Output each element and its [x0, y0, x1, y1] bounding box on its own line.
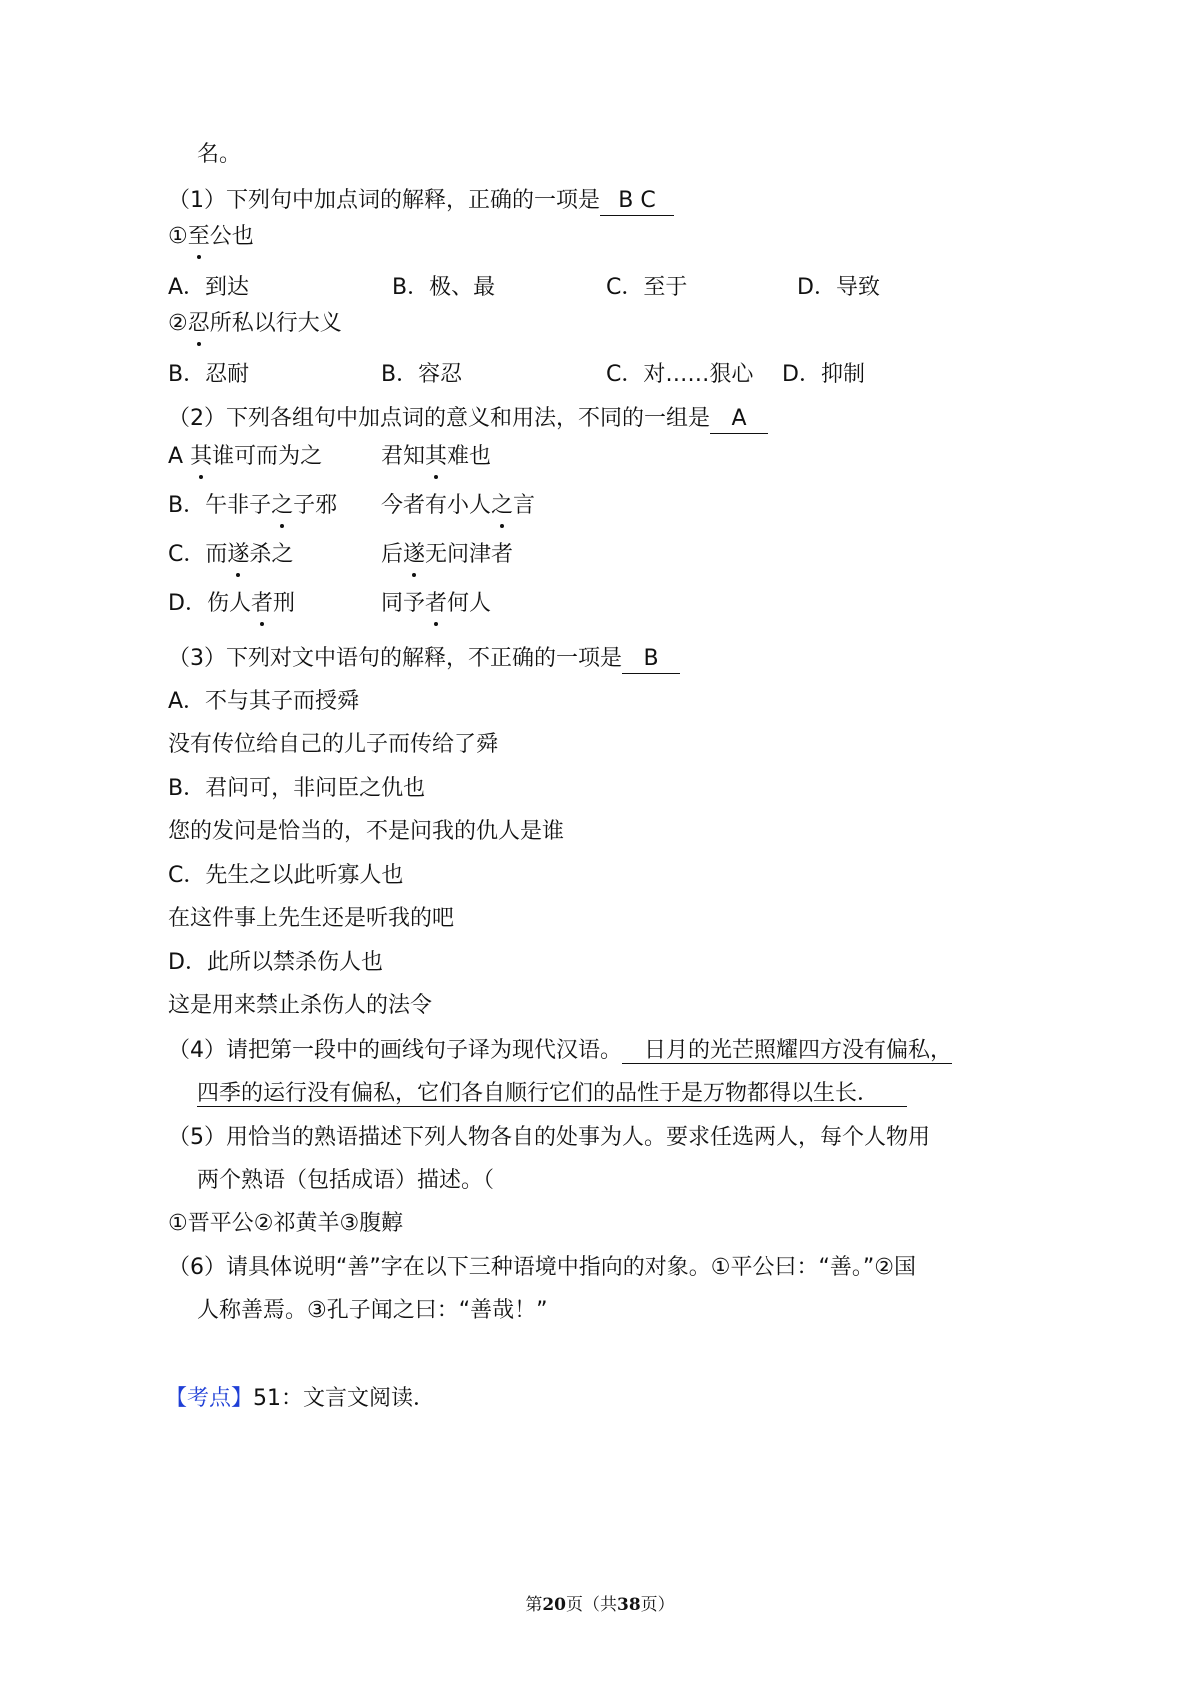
q3-stem-text: （3）下列对文中语句的解释，不正确的一项是: [168, 646, 622, 671]
q2-row-d-right: [381, 589, 491, 619]
q1-option2-c: C．对……狠心: [606, 362, 754, 387]
q2-text: 言: [513, 493, 536, 518]
kaodian-tag: 【考点】: [165, 1386, 254, 1411]
q3-line: 在这件事上先生还是听我的吧: [168, 906, 455, 931]
q2-text: 伤人: [206, 591, 251, 616]
dotted-word: 者: [425, 589, 447, 619]
q3-line: B．君问可，非问臣之仇也: [168, 776, 426, 801]
q2-text: 君知: [381, 444, 426, 469]
q6-line1: （6）请具体说明“善”字在以下三种语境中指向的对象。①平公曰：“善。”②国: [168, 1255, 917, 1280]
kaodian: [165, 1384, 435, 1414]
q1-stem-text: （1）下列句中加点词的解释，正确的一项是: [168, 188, 600, 213]
q3-line: 这是用来禁止杀伤人的法令: [168, 993, 433, 1018]
q4-answer-part2: 四季的运行没有偏私，它们各自顺行它们的品性于是万物都得以生长．: [197, 1081, 907, 1107]
q4-stem: （4）请把第一段中的画线句子译为现代汉语。: [168, 1038, 622, 1063]
q3-line: 没有传位给自己的儿子而传给了舜: [168, 732, 499, 757]
footer-text: 第: [525, 1595, 543, 1615]
q2-text: 何人: [447, 591, 492, 616]
q4-answer-part1: 日月的光芒照耀四方没有偏私，: [622, 1038, 952, 1064]
q1-answer: B C: [600, 187, 674, 216]
q4-line1: [168, 1036, 952, 1066]
intro-tail: 名。: [197, 142, 242, 167]
q1-stem: [168, 186, 674, 216]
q3-stem: [168, 644, 680, 674]
q2-text: 杀之: [249, 542, 294, 567]
q2-row-label: B．: [168, 493, 206, 518]
q2-text: 刑: [272, 591, 295, 616]
kaodian-text: 51：文言文阅读．: [253, 1386, 436, 1411]
q1-sub1-prefix: ①: [168, 224, 188, 249]
q2-text: 后: [381, 542, 404, 567]
q1-option2-d: D．抑制: [782, 362, 865, 387]
q2-text: 同予: [381, 591, 426, 616]
q2-row-label: A: [168, 444, 184, 469]
page-total: 38: [617, 1595, 641, 1615]
q5-line1: （5）用恰当的熟语描述下列人物各自的处事为人。要求任选两人，每个人物用: [168, 1125, 930, 1150]
q1-option2-b: B．容忍: [381, 362, 463, 387]
q2-stem-text: （2）下列各组句中加点词的意义和用法，不同的一组是: [168, 406, 710, 431]
dotted-word: 之: [271, 491, 293, 521]
q1-sub1: [168, 222, 254, 252]
q1-sub2: [168, 309, 342, 339]
q2-row-label: C．: [168, 542, 206, 567]
dotted-word: 其: [425, 442, 447, 472]
q2-row-b-left: [168, 491, 337, 521]
q2-text: 今者有小人: [381, 493, 492, 518]
q2-row-c-right: [381, 540, 513, 570]
q1-option-b: B．极、最: [392, 275, 496, 300]
q2-row-a-left: [168, 442, 322, 472]
page-number: 20: [542, 1595, 566, 1615]
dotted-word: 至: [188, 222, 210, 252]
dotted-word: 其: [190, 442, 212, 472]
q1-sub2-rest: 所私以行大义: [209, 311, 342, 336]
q3-line: C．先生之以此听寡人也: [168, 863, 404, 888]
q2-stem: [168, 404, 768, 434]
q2-row-d-left: [168, 589, 295, 619]
q1-sub2-prefix: ②: [168, 311, 188, 336]
q3-line: 您的发问是恰当的，不是问我的仇人是谁: [168, 819, 565, 844]
dotted-word: 遂: [403, 540, 425, 570]
q1-sub1-rest: 公也: [209, 224, 254, 249]
q2-answer: A: [710, 405, 768, 434]
q4-line2: [197, 1079, 907, 1109]
q1-option-a: A．到达: [168, 275, 250, 300]
q2-text: 午非子: [205, 493, 272, 518]
dotted-word: 之: [491, 491, 513, 521]
q3-line: D．此所以禁杀伤人也: [168, 950, 383, 975]
q2-text: 而: [205, 542, 228, 567]
footer-text: 页（共: [566, 1595, 617, 1615]
dotted-word: 遂: [227, 540, 249, 570]
q1-option-c: C．至于: [606, 275, 688, 300]
q2-row-b-right: [381, 491, 535, 521]
q2-row-label: D．: [168, 591, 207, 616]
q1-option-d: D．导致: [797, 275, 880, 300]
dotted-word: 者: [251, 589, 273, 619]
page-footer: [0, 1593, 1200, 1617]
q5-line3: ①晋平公②祁黄羊③腹䵍: [168, 1211, 404, 1236]
dotted-word: 忍: [188, 309, 210, 339]
q2-row-a-right: [381, 442, 491, 472]
q3-answer: B: [622, 645, 680, 674]
q2-text: 难也: [447, 444, 492, 469]
q5-line2: 两个熟语（包括成语）描述。（: [197, 1168, 495, 1193]
q2-text: 无问津者: [425, 542, 514, 567]
q2-text: 子邪: [293, 493, 338, 518]
q6-line2: 人称善焉。③孔子闻之曰：“善哉！”: [197, 1298, 548, 1323]
q2-row-c-left: [168, 540, 293, 570]
q1-option2-a: B．忍耐: [168, 362, 250, 387]
q3-line: A．不与其子而授舜: [168, 689, 360, 714]
footer-text: 页）: [640, 1595, 675, 1615]
q2-text: 谁可而为之: [212, 444, 323, 469]
